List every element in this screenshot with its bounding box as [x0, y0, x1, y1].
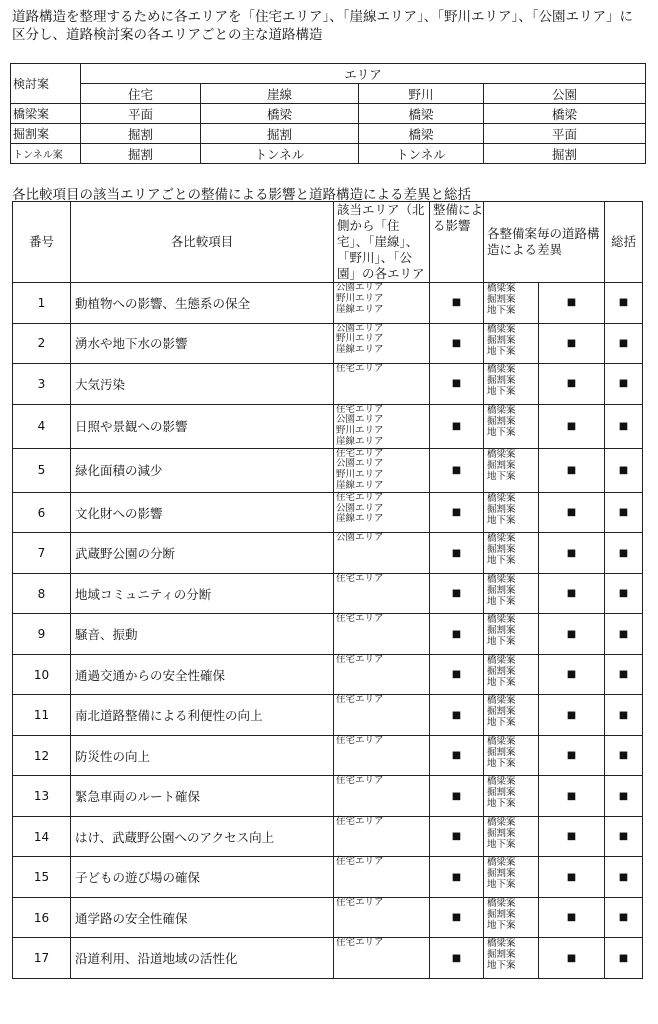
table-row [13, 816, 643, 857]
area-list [334, 323, 430, 364]
row-number: 11 [13, 695, 71, 736]
area-entry: 野川エリア [336, 425, 384, 437]
area-entry: 公園エリア [336, 532, 384, 544]
area-entry: 住宅エリア [336, 363, 384, 374]
table1-group-header: エリア [81, 64, 646, 84]
row-number: 9 [13, 614, 71, 655]
row-number: 10 [13, 654, 71, 695]
intro-text [12, 8, 652, 44]
row-number: 14 [13, 816, 71, 857]
table-row [13, 323, 643, 364]
header-effect: 整備による影響 [430, 202, 484, 283]
plan-label: 橋梁案 [487, 404, 516, 416]
plan-label: 地下案 [487, 305, 516, 316]
effect-mark: ■ [430, 492, 484, 533]
header-diff: 各整備案毎の道路構造による差異 [484, 202, 605, 283]
area-entry: 住宅エリア [336, 403, 384, 415]
row-number: 7 [13, 533, 71, 574]
area-entry: 住宅エリア [336, 613, 384, 625]
area-entry: 公園エリア [336, 502, 384, 514]
table-row [13, 283, 643, 324]
area-list [334, 283, 430, 324]
plan-list [484, 404, 539, 448]
area-entry: 崖線エリア [336, 513, 384, 525]
plan-label: 掘割案 [487, 787, 516, 799]
plan-list [484, 695, 539, 736]
plan-label: 橋梁案 [487, 364, 516, 375]
area-entry: 住宅エリア [336, 856, 384, 868]
comparison-item: 通学路の安全性確保 [71, 897, 334, 938]
diff-mark: ■ [539, 776, 605, 817]
plan-list [484, 654, 539, 695]
plan-label: 地下案 [487, 514, 516, 526]
plan-label: 橋梁案 [487, 283, 516, 294]
plan-label: 地下案 [487, 470, 516, 482]
area-list [334, 614, 430, 655]
summary-mark: ■ [605, 283, 643, 324]
plan-label: 掘割案 [487, 706, 516, 718]
structure-cell: 橋梁 [359, 124, 484, 144]
header-num: 番号 [13, 202, 71, 283]
structure-cell: 橋梁 [201, 104, 359, 124]
plan-list [484, 323, 539, 364]
diff-mark: ■ [539, 323, 605, 364]
area-entry: 崖線エリア [336, 344, 384, 356]
summary-mark: ■ [605, 492, 643, 533]
structure-cell: 掘割 [81, 124, 201, 144]
area-list [334, 573, 430, 614]
plan-label: 橋梁案 [487, 857, 516, 869]
effect-mark: ■ [430, 283, 484, 324]
area-entry: 野川エリア [336, 292, 384, 304]
area-list [334, 776, 430, 817]
structure-cell: 掘割 [484, 144, 646, 164]
comparison-item: 南北道路整備による利便性の向上 [71, 695, 334, 736]
plan-label: 地下案 [487, 636, 516, 648]
plan-list [484, 816, 539, 857]
row-number: 15 [13, 857, 71, 898]
summary-mark: ■ [605, 857, 643, 898]
plan-name: 掘割案 [11, 124, 81, 144]
summary-mark: ■ [605, 364, 643, 405]
comparison-item: 武蔵野公園の分断 [71, 533, 334, 574]
diff-mark: ■ [539, 816, 605, 857]
comparison-item: 地域コミュニティの分断 [71, 573, 334, 614]
effect-mark: ■ [430, 533, 484, 574]
area-list [334, 404, 430, 448]
plan-label: 掘割案 [487, 827, 516, 839]
table-row [13, 492, 643, 533]
plan-label: 掘割案 [487, 665, 516, 677]
header-summary: 総括 [605, 202, 643, 283]
table-row [13, 735, 643, 776]
plan-list [484, 448, 539, 492]
area-entry: 野川エリア [336, 469, 384, 481]
structure-cell: トンネル [201, 144, 359, 164]
comparison-table [12, 201, 643, 979]
comparison-item: 緑化面積の減少 [71, 448, 334, 492]
plan-label: 地下案 [487, 676, 516, 688]
header-area: 該当エリア（北側から「住宅」、「崖線」、「野川」、「公園」の各エリア [334, 202, 430, 283]
plan-label: 橋梁案 [487, 533, 516, 545]
plan-label: 地下案 [487, 879, 516, 891]
area-entry: 住宅エリア [336, 447, 384, 459]
row-number: 4 [13, 404, 71, 448]
row-number: 12 [13, 735, 71, 776]
diff-mark: ■ [539, 533, 605, 574]
summary-mark: ■ [605, 938, 643, 979]
plan-label: 地下案 [487, 345, 516, 357]
structure-cell: 橋梁 [484, 104, 646, 124]
area-entry: 公園エリア [336, 414, 384, 426]
road-structure-table [10, 63, 646, 164]
row-number: 13 [13, 776, 71, 817]
effect-mark: ■ [430, 897, 484, 938]
effect-mark: ■ [430, 573, 484, 614]
table-row [11, 124, 646, 144]
diff-mark: ■ [539, 364, 605, 405]
diff-mark: ■ [539, 614, 605, 655]
plan-label: 地下案 [487, 426, 516, 438]
plan-label: 掘割案 [487, 746, 516, 758]
table-row [11, 104, 646, 124]
plan-label: 掘割案 [487, 625, 516, 637]
plan-label: 地下案 [487, 838, 516, 850]
summary-mark: ■ [605, 614, 643, 655]
structure-cell: 橋梁 [359, 104, 484, 124]
diff-mark: ■ [539, 695, 605, 736]
row-number: 5 [13, 448, 71, 492]
area-list [334, 735, 430, 776]
diff-mark: ■ [539, 404, 605, 448]
table-row [13, 695, 643, 736]
diff-mark: ■ [539, 857, 605, 898]
table-row [13, 404, 643, 448]
plan-label: 掘割案 [487, 334, 516, 346]
comparison-item: 沿道利用、沿道地域の活性化 [71, 938, 334, 979]
structure-cell: トンネル [359, 144, 484, 164]
area-list [334, 448, 430, 492]
table-row [13, 573, 643, 614]
comparison-item: 通過交通からの安全性確保 [71, 654, 334, 695]
summary-mark: ■ [605, 573, 643, 614]
area-entry: 住宅エリア [336, 815, 384, 827]
plan-label: 橋梁案 [487, 614, 516, 626]
area-list [334, 364, 430, 405]
diff-mark: ■ [539, 448, 605, 492]
plan-name: 橋梁案 [11, 104, 81, 124]
plan-label: 地下案 [487, 386, 516, 397]
table-row [13, 776, 643, 817]
table-row [13, 897, 643, 938]
area-entry: 住宅エリア [336, 734, 384, 746]
area-entry: 住宅エリア [336, 896, 384, 908]
row-number: 1 [13, 283, 71, 324]
diff-mark: ■ [539, 897, 605, 938]
effect-mark: ■ [430, 448, 484, 492]
area-entry: 崖線エリア [336, 480, 384, 492]
table-row [13, 448, 643, 492]
comparison-heading: 各比較項目の該当エリアごとの整備による影響と道路構造による差異と総括 [12, 187, 471, 203]
plan-label: 掘割案 [487, 908, 516, 920]
plan-label: 橋梁案 [487, 695, 516, 707]
area-entry: 公園エリア [336, 458, 384, 470]
area-entry: 住宅エリア [336, 937, 384, 949]
header-item: 各比較項目 [71, 202, 334, 283]
effect-mark: ■ [430, 404, 484, 448]
plan-label: 掘割案 [487, 375, 516, 386]
plan-label: 地下案 [487, 757, 516, 769]
plan-label: 地下案 [487, 595, 516, 607]
intro-line-1: 道路構造を整理するために各エリアを「住宅エリア」、「崖線エリア」、「野川エリア」、「公園エリア」に [12, 9, 633, 25]
structure-cell: 平面 [484, 124, 646, 144]
row-number: 6 [13, 492, 71, 533]
area-list [334, 654, 430, 695]
summary-mark: ■ [605, 897, 643, 938]
plan-label: 掘割案 [487, 544, 516, 556]
table-row [11, 144, 646, 164]
comparison-item: 日照や景観への影響 [71, 404, 334, 448]
plan-label: 掘割案 [487, 868, 516, 880]
effect-mark: ■ [430, 323, 484, 364]
area-entry: 住宅エリア [336, 572, 384, 584]
effect-mark: ■ [430, 735, 484, 776]
area-entry: 住宅エリア [336, 694, 384, 706]
plan-label: 掘割案 [487, 584, 516, 596]
effect-mark: ■ [430, 938, 484, 979]
comparison-item: 文化財への影響 [71, 492, 334, 533]
summary-mark: ■ [605, 654, 643, 695]
summary-mark: ■ [605, 323, 643, 364]
effect-mark: ■ [430, 776, 484, 817]
area-entry: 崖線エリア [336, 303, 384, 315]
plan-list [484, 776, 539, 817]
plan-label: 地下案 [487, 960, 516, 972]
row-number: 3 [13, 364, 71, 405]
area-entry: 野川エリア [336, 333, 384, 345]
area-list [334, 816, 430, 857]
effect-mark: ■ [430, 364, 484, 405]
comparison-item: 緊急車両のルート確保 [71, 776, 334, 817]
summary-mark: ■ [605, 735, 643, 776]
area-list [334, 492, 430, 533]
table-row [13, 857, 643, 898]
comparison-item: 湧水や地下水の影響 [71, 323, 334, 364]
plan-label: 橋梁案 [487, 897, 516, 909]
plan-name: トンネル案 [11, 144, 81, 164]
area-header: 住宅 [81, 84, 201, 104]
plan-label: 地下案 [487, 919, 516, 931]
table-row [13, 533, 643, 574]
row-number: 8 [13, 573, 71, 614]
comparison-item: 動植物への影響、生態系の保全 [71, 283, 334, 324]
table-row [13, 364, 643, 405]
table1-corner: 検討案 [11, 64, 81, 104]
plan-label: 橋梁案 [487, 938, 516, 950]
summary-mark: ■ [605, 695, 643, 736]
table-row [13, 614, 643, 655]
diff-mark: ■ [539, 938, 605, 979]
comparison-item: 騒音、振動 [71, 614, 334, 655]
summary-mark: ■ [605, 448, 643, 492]
structure-cell: 平面 [81, 104, 201, 124]
summary-mark: ■ [605, 776, 643, 817]
plan-label: 橋梁案 [487, 323, 516, 335]
effect-mark: ■ [430, 695, 484, 736]
intro-line-2: 区分し、道路検討案の各エリアごとの主な道路構造 [12, 27, 323, 43]
area-entry: 住宅エリア [336, 775, 384, 787]
area-header: 崖線 [201, 84, 359, 104]
area-list [334, 857, 430, 898]
summary-mark: ■ [605, 816, 643, 857]
plan-list [484, 573, 539, 614]
plan-label: 掘割案 [487, 503, 516, 515]
summary-mark: ■ [605, 404, 643, 448]
table-row [13, 654, 643, 695]
diff-mark: ■ [539, 492, 605, 533]
row-number: 2 [13, 323, 71, 364]
plan-label: 地下案 [487, 555, 516, 567]
plan-label: 橋梁案 [487, 448, 516, 460]
diff-mark: ■ [539, 654, 605, 695]
plan-label: 掘割案 [487, 949, 516, 961]
summary-mark: ■ [605, 533, 643, 574]
comparison-item: はけ、武蔵野公園へのアクセス向上 [71, 816, 334, 857]
area-entry: 住宅エリア [336, 653, 384, 665]
comparison-item: 大気汚染 [71, 364, 334, 405]
plan-label: 橋梁案 [487, 654, 516, 666]
effect-mark: ■ [430, 614, 484, 655]
plan-list [484, 283, 539, 324]
area-header: 野川 [359, 84, 484, 104]
plan-list [484, 897, 539, 938]
area-list [334, 533, 430, 574]
effect-mark: ■ [430, 816, 484, 857]
diff-mark: ■ [539, 573, 605, 614]
table-row [13, 938, 643, 979]
plan-label: 地下案 [487, 798, 516, 810]
plan-list [484, 614, 539, 655]
plan-label: 橋梁案 [487, 735, 516, 747]
area-list [334, 938, 430, 979]
area-header: 公園 [484, 84, 646, 104]
area-entry: 公園エリア [336, 322, 384, 334]
plan-label: 橋梁案 [487, 492, 516, 504]
plan-label: 掘割案 [487, 459, 516, 471]
plan-list [484, 364, 539, 405]
plan-label: 橋梁案 [487, 573, 516, 585]
plan-list [484, 533, 539, 574]
area-entry: 崖線エリア [336, 435, 384, 447]
plan-label: 橋梁案 [487, 776, 516, 788]
structure-cell: 掘割 [201, 124, 359, 144]
plan-label: 掘割案 [487, 294, 516, 305]
area-list [334, 695, 430, 736]
comparison-item: 防災性の向上 [71, 735, 334, 776]
row-number: 17 [13, 938, 71, 979]
comparison-item: 子どもの遊び場の確保 [71, 857, 334, 898]
diff-mark: ■ [539, 283, 605, 324]
plan-label: 橋梁案 [487, 816, 516, 828]
diff-mark: ■ [539, 735, 605, 776]
area-entry: 住宅エリア [336, 491, 384, 503]
plan-list [484, 857, 539, 898]
plan-label: 掘割案 [487, 415, 516, 427]
plan-list [484, 492, 539, 533]
area-list [334, 897, 430, 938]
row-number: 16 [13, 897, 71, 938]
area-entry: 公園エリア [336, 282, 384, 293]
plan-list [484, 735, 539, 776]
structure-cell: 掘割 [81, 144, 201, 164]
plan-label: 地下案 [487, 717, 516, 729]
plan-list [484, 938, 539, 979]
effect-mark: ■ [430, 857, 484, 898]
effect-mark: ■ [430, 654, 484, 695]
